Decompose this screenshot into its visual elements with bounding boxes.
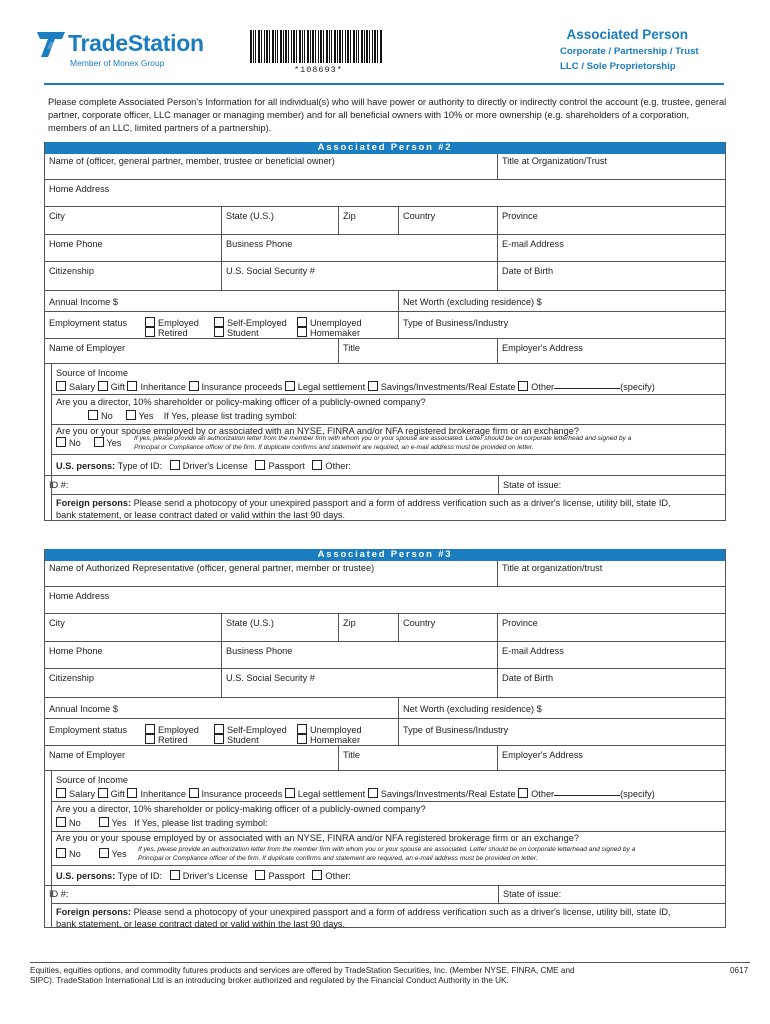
director-question: Are you a director, 10% shareholder or policy-making officer of a publicly-owned company? <box>56 804 426 814</box>
form-subtitle-line-2: LLC / Sole Proprietorship <box>560 61 676 72</box>
email-field[interactable]: E-mail Address <box>497 642 725 668</box>
self-employed-option[interactable]: Self-Employed <box>214 317 287 329</box>
checkbox-icon[interactable] <box>98 381 108 391</box>
employer-row <box>45 745 725 770</box>
checkbox-icon[interactable] <box>297 327 307 337</box>
divider <box>52 454 725 455</box>
checkbox-icon[interactable] <box>56 437 66 447</box>
net-worth-field[interactable]: Net Worth (excluding residence) $ <box>398 698 725 718</box>
citizenship-row <box>45 261 725 290</box>
employed-note-1: If yes, please provide an authorization letter from the member firm with whom you or your spouse are associated. Letter should be on corporate letterhead and signed by a <box>134 435 632 442</box>
checkbox-icon[interactable] <box>99 848 109 858</box>
salary-option[interactable]: Salary <box>56 789 95 799</box>
country-field[interactable]: Country <box>398 207 498 234</box>
associated-person-2-section <box>44 142 726 521</box>
legal-option[interactable]: Legal settlement <box>285 789 365 799</box>
home-address-row <box>45 179 725 206</box>
unemployed-option[interactable]: Unemployed <box>297 724 362 736</box>
ssn-field[interactable]: U.S. Social Security # <box>221 669 498 697</box>
employer-title-field[interactable]: Title <box>338 746 498 770</box>
employed-no-option[interactable]: No <box>56 438 81 448</box>
header-divider <box>44 83 724 85</box>
drivers-license-option[interactable]: Driver's License <box>170 871 248 881</box>
unemployed-option[interactable]: Unemployed <box>297 317 362 329</box>
phone-row <box>45 234 725 261</box>
divider <box>52 424 725 425</box>
checkbox-icon[interactable] <box>127 381 137 391</box>
checkbox-icon[interactable] <box>214 724 224 734</box>
inheritance-option[interactable]: Inheritance <box>127 789 185 799</box>
savings-option[interactable]: Savings/Investments/Real Estate <box>368 789 516 799</box>
employed-question: Are you or your spouse employed by or associated with an NYSE, FINRA and/or NFA registered brokerage firm or an exchange? <box>56 833 579 843</box>
retired-option[interactable]: Retired <box>145 327 188 339</box>
checkbox-icon[interactable] <box>145 724 155 734</box>
checkbox-icon[interactable] <box>127 788 137 798</box>
city-row <box>45 613 725 641</box>
citizenship-row <box>45 668 725 697</box>
checkbox-icon[interactable] <box>145 317 155 327</box>
insurance-option[interactable]: Insurance proceeds <box>189 789 283 799</box>
business-type-field[interactable]: Type of Business/Industry <box>398 312 725 338</box>
divider <box>52 801 725 802</box>
home-address-field[interactable]: Home Address <box>49 591 110 601</box>
director-yes-option[interactable]: Yes <box>126 411 154 421</box>
checkbox-icon[interactable] <box>56 817 66 827</box>
checkbox-icon[interactable] <box>297 317 307 327</box>
section-heading: Associated Person #2 <box>45 142 725 154</box>
form-title: Associated Person <box>566 27 688 42</box>
employment-row <box>45 311 725 338</box>
checkbox-icon[interactable] <box>56 788 66 798</box>
employed-note-2: Principal or Compliance officer of the firm. If duplicate confirms and statement are required, an e-mail address must be provided on letter. <box>134 444 534 451</box>
us-persons-line: U.S. persons: Type of ID: Driver's License Passport Other: <box>56 461 351 471</box>
checkbox-icon[interactable] <box>94 437 104 447</box>
email-field[interactable]: E-mail Address <box>497 235 725 261</box>
divider <box>52 865 725 866</box>
legal-option[interactable]: Legal settlement <box>285 382 365 392</box>
checkbox-icon[interactable] <box>189 381 199 391</box>
form-code: 0617 <box>730 966 749 975</box>
source-of-income-group <box>51 364 725 520</box>
checkbox-icon[interactable] <box>518 788 528 798</box>
retired-option[interactable]: Retired <box>145 734 188 746</box>
country-field[interactable]: Country <box>398 614 498 641</box>
checkbox-icon[interactable] <box>312 460 322 470</box>
drivers-license-option[interactable]: Driver's License <box>170 461 248 471</box>
other-id-option[interactable]: Other: <box>312 461 351 471</box>
city-row <box>45 206 725 234</box>
net-worth-field[interactable]: Net Worth (excluding residence) $ <box>398 291 725 311</box>
state-field[interactable]: State (U.S.) <box>221 207 339 234</box>
footer-divider <box>30 962 750 963</box>
city-field[interactable]: City <box>49 211 65 221</box>
director-no-option[interactable]: No <box>56 818 81 828</box>
gift-option[interactable]: Gift <box>98 789 125 799</box>
name-row <box>45 154 725 179</box>
passport-option[interactable]: Passport <box>255 871 304 881</box>
source-and-id-block <box>45 363 725 520</box>
ssn-field[interactable]: U.S. Social Security # <box>221 262 498 290</box>
other-specify-line[interactable] <box>554 388 620 389</box>
income-row <box>45 290 725 311</box>
income-options: Salary Gift Inheritance Insurance proceeds Legal settlement Savings/Investments/Real Estate Other (specify) <box>56 788 655 800</box>
name-row <box>45 561 725 586</box>
checkbox-icon[interactable] <box>297 724 307 734</box>
employment-row <box>45 718 725 745</box>
employer-address-field[interactable]: Employer's Address <box>497 339 725 363</box>
employed-yes-option[interactable]: Yes <box>99 849 127 859</box>
divider <box>52 831 725 832</box>
dob-field[interactable]: Date of Birth <box>497 262 725 290</box>
home-phone-field[interactable]: Home Phone <box>49 239 103 249</box>
business-phone-field[interactable]: Business Phone <box>221 235 498 261</box>
employed-answers <box>56 848 127 860</box>
insurance-option[interactable]: Insurance proceeds <box>189 382 283 392</box>
source-of-income-group <box>51 771 725 927</box>
income-row <box>45 697 725 718</box>
state-of-issue-field[interactable]: State of issue: <box>498 475 725 494</box>
employer-name-field[interactable]: Name of Employer <box>49 750 126 760</box>
intro-text: Please complete Associated Person's Information for all individual(s) who will have power or authority to directly or indirectly control the account (e.g. trustee, general partner, corporate officer, LLC manager or managing member) and for all beneficial owners with 10% or more ownership (e.g. shareholders of a corporation, members of an LLC, limited partners of a partnership). <box>48 97 727 133</box>
inheritance-option[interactable]: Inheritance <box>127 382 185 392</box>
citizenship-field[interactable]: Citizenship <box>49 266 94 276</box>
checkbox-icon[interactable] <box>145 734 155 744</box>
checkbox-icon[interactable] <box>297 734 307 744</box>
director-yes-option[interactable]: Yes <box>99 818 127 828</box>
form-subtitle <box>560 44 699 74</box>
name-field[interactable]: Name of (officer, general partner, member, trustee or beneficial owner) <box>49 156 335 166</box>
annual-income-field[interactable]: Annual Income $ <box>49 297 118 307</box>
state-of-issue-field[interactable]: State of issue: <box>498 885 725 903</box>
trading-symbol-label: If Yes, please list trading symbol: <box>134 818 268 828</box>
divider <box>52 903 725 904</box>
other-option[interactable]: Other <box>518 382 554 392</box>
other-option[interactable]: Other <box>518 789 554 799</box>
foreign-persons-text: Foreign persons: Please send a photocopy of your unexpired passport and a form of address verification such as a driver's license, utility bill, state ID, bank statement, or lease contract dated or valid within the last 90 days. <box>56 498 671 520</box>
savings-option[interactable]: Savings/Investments/Real Estate <box>368 382 516 392</box>
logo-subtitle: Member of Monex Group <box>70 58 165 68</box>
income-options: Salary Gift Inheritance Insurance proceeds Legal settlement Savings/Investments/Real Estate Other (specify) <box>56 381 655 393</box>
checkbox-icon[interactable] <box>255 460 265 470</box>
employment-status-group: Employment status Employed Retired Self-Employed Student Unemployed Homemaker <box>49 318 362 338</box>
employer-row <box>45 338 725 363</box>
self-employed-option[interactable]: Self-Employed <box>214 724 287 736</box>
id-number-field[interactable]: ID #: <box>49 889 69 899</box>
tradestation-logo-icon <box>36 30 66 58</box>
employer-name-field[interactable]: Name of Employer <box>49 343 126 353</box>
employed-option[interactable]: Employed <box>145 724 199 736</box>
checkbox-icon[interactable] <box>126 410 136 420</box>
homemaker-option[interactable]: Homemaker <box>297 327 360 339</box>
phone-row <box>45 641 725 668</box>
footer-disclaimer: Equities, equities options, and commodity futures products and services are offered by TradeStation Securities, Inc. (Member NYSE, FINRA, CME and SIPC). TradeStation International Ltd is an introducing broker authorized and regulated by the Financial Conduct Authority in the UK. <box>30 966 575 985</box>
director-no-option[interactable]: No <box>88 411 113 421</box>
checkbox-icon[interactable] <box>99 817 109 827</box>
barcode-icon <box>250 30 382 63</box>
checkbox-icon[interactable] <box>98 788 108 798</box>
divider <box>52 394 725 395</box>
source-of-income-label: Source of Income <box>56 775 129 785</box>
source-of-income-label: Source of Income <box>56 368 129 378</box>
foreign-persons-text: Foreign persons: Please send a photocopy of your unexpired passport and a form of address verification such as a driver's license, utility bill, state ID, bank statement, or lease contract dated or valid within the last 90 days. <box>56 907 671 929</box>
checkbox-icon[interactable] <box>255 870 265 880</box>
checkbox-icon[interactable] <box>189 788 199 798</box>
employed-note-2: Principal or Compliance officer of the firm. If duplicate confirms and statement are required, an e-mail address must be provided on letter. <box>138 855 538 862</box>
checkbox-icon[interactable] <box>214 317 224 327</box>
form-subtitle-line-1: Corporate / Partnership / Trust <box>560 46 699 57</box>
home-address-field[interactable]: Home Address <box>49 184 110 194</box>
homemaker-option[interactable]: Homemaker <box>297 734 360 746</box>
other-id-option[interactable]: Other: <box>312 871 351 881</box>
checkbox-icon[interactable] <box>56 848 66 858</box>
checkbox-icon[interactable] <box>214 734 224 744</box>
checkbox-icon[interactable] <box>312 870 322 880</box>
employer-address-field[interactable]: Employer's Address <box>497 746 725 770</box>
checkbox-icon[interactable] <box>145 327 155 337</box>
checkbox-icon[interactable] <box>368 381 378 391</box>
title-field[interactable]: Title at organization/trust <box>497 561 725 586</box>
city-field[interactable]: City <box>49 618 65 628</box>
barcode-number: *108693* <box>294 65 343 75</box>
checkbox-icon[interactable] <box>170 870 180 880</box>
checkbox-icon[interactable] <box>518 381 528 391</box>
business-type-field[interactable]: Type of Business/Industry <box>398 719 725 745</box>
student-option[interactable]: Student <box>214 734 259 746</box>
us-persons-line: U.S. persons: Type of ID: Driver's License Passport Other: <box>56 871 351 881</box>
associated-person-3-section <box>44 549 726 928</box>
annual-income-field[interactable]: Annual Income $ <box>49 704 118 714</box>
passport-option[interactable]: Passport <box>255 461 304 471</box>
employed-answers <box>56 437 122 449</box>
checkbox-icon[interactable] <box>368 788 378 798</box>
checkbox-icon[interactable] <box>285 381 295 391</box>
dob-field[interactable]: Date of Birth <box>497 669 725 697</box>
home-address-row <box>45 586 725 613</box>
province-field[interactable]: Province <box>497 207 725 234</box>
employer-title-field[interactable]: Title <box>338 339 498 363</box>
divider <box>52 494 725 495</box>
logo-name: TradeStation <box>68 30 204 56</box>
section-heading: Associated Person #3 <box>45 549 725 561</box>
director-question: Are you a director, 10% shareholder or policy-making officer of a publicly-owned company? <box>56 397 426 407</box>
source-and-id-block <box>45 770 725 927</box>
gift-option[interactable]: Gift <box>98 382 125 392</box>
employed-note-1: If yes, please provide an authorization letter from the member firm with whom you or your spouse are associated. Letter should be on corporate letterhead and signed by a <box>138 846 636 853</box>
salary-option[interactable]: Salary <box>56 382 95 392</box>
checkbox-icon[interactable] <box>56 381 66 391</box>
zip-field[interactable]: Zip <box>338 614 399 641</box>
zip-field[interactable]: Zip <box>338 207 399 234</box>
province-field[interactable]: Province <box>497 614 725 641</box>
id-number-field[interactable]: ID #: <box>49 480 69 490</box>
employed-option[interactable]: Employed <box>145 317 199 329</box>
student-option[interactable]: Student <box>214 327 259 339</box>
employed-no-option[interactable]: No <box>56 849 81 859</box>
employed-question: Are you or your spouse employed by or associated with an NYSE, FINRA and/or NFA registered brokerage firm or an exchange? <box>56 426 579 436</box>
citizenship-field[interactable]: Citizenship <box>49 673 94 683</box>
state-field[interactable]: State (U.S.) <box>221 614 339 641</box>
home-phone-field[interactable]: Home Phone <box>49 646 103 656</box>
checkbox-icon[interactable] <box>214 327 224 337</box>
employment-status-group: Employment status Employed Retired Self-Employed Student Unemployed Homemaker <box>49 725 362 745</box>
name-field[interactable]: Name of Authorized Representative (officer, general partner, member or trustee) <box>49 563 375 573</box>
trading-symbol-label: If Yes, please list trading symbol: <box>163 411 298 421</box>
employed-yes-option[interactable]: Yes <box>94 438 122 448</box>
checkbox-icon[interactable] <box>170 460 180 470</box>
director-answers <box>88 410 297 422</box>
director-answers <box>56 817 268 829</box>
other-specify-line[interactable] <box>554 795 620 796</box>
business-phone-field[interactable]: Business Phone <box>221 642 498 668</box>
title-field[interactable]: Title at Organization/Trust <box>497 154 725 179</box>
checkbox-icon[interactable] <box>285 788 295 798</box>
checkbox-icon[interactable] <box>88 410 98 420</box>
